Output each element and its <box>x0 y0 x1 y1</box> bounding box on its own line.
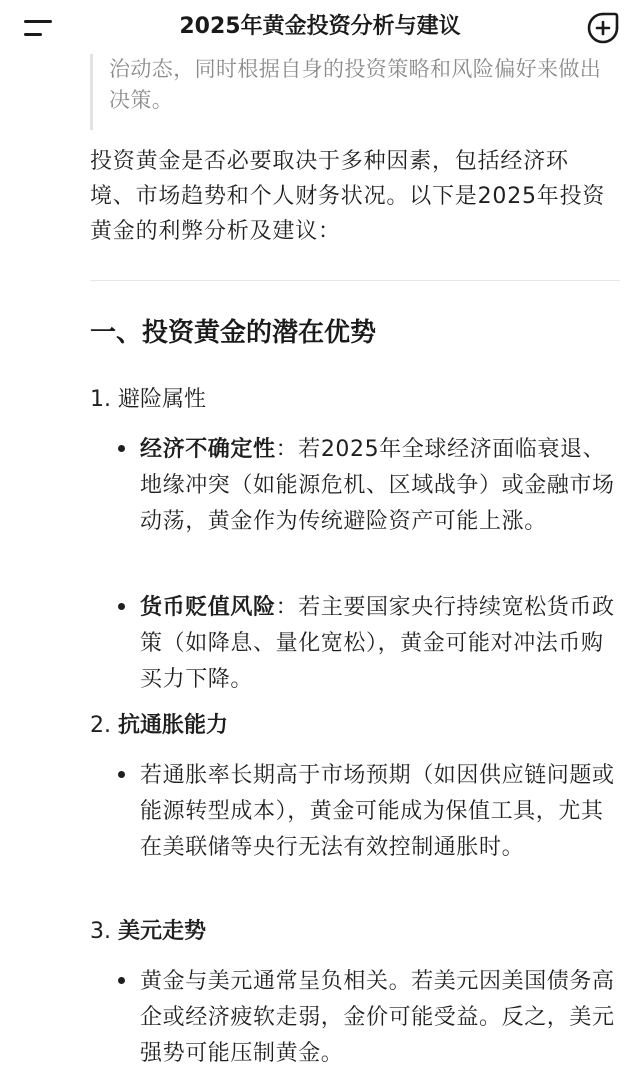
bullet-text <box>140 590 618 698</box>
bullet-item <box>118 432 618 540</box>
bullet-lead: 货币贬值风险 <box>140 595 276 620</box>
bullet-lead: 经济不确定性 <box>140 437 276 462</box>
bullet-colon: ： <box>275 595 299 620</box>
list-number: 2. <box>90 713 111 738</box>
bullet-colon: ： <box>275 437 299 462</box>
list-number: 3. <box>90 919 111 944</box>
bullet-dot <box>118 771 125 778</box>
bullet-item <box>118 590 618 698</box>
bullet-body: 黄金与美元通常呈负相关。若美元因美国债务高企或经济疲软走弱，金价可能受益。反之，美元强势可能压制黄金。 <box>140 969 615 1066</box>
bullet-body: 若2025年全球经济面临衰退、地缘冲突（如能源危机、区域战争）或金融市场动荡，黄金作为传统避险资产可能上涨。 <box>140 437 615 534</box>
list-label: 避险属性 <box>118 387 207 412</box>
bullet-text <box>140 432 618 540</box>
top-bar <box>0 0 640 54</box>
intro-paragraph: 投资黄金是否必要取决于多种因素，包括经济环境、市场趋势和个人财务状况。以下是2025年投资黄金的利弊分析及建议： <box>90 149 606 244</box>
list-item-2 <box>90 710 228 742</box>
list-item-3 <box>90 916 206 948</box>
bullet-dot <box>118 445 125 452</box>
add-circle-icon[interactable] <box>586 11 620 45</box>
bullet-item <box>118 964 618 1072</box>
bullet-body: 若通胀率长期高于市场预期（如因供应链问题或能源转型成本），黄金可能成为保值工具，尤其在美联储等央行无法有效控制通胀时。 <box>140 763 615 860</box>
bullet-text <box>140 964 618 1072</box>
section-heading: 一、投资黄金的潜在优势 <box>90 318 377 348</box>
bullet-dot <box>118 603 125 610</box>
blockquote <box>90 54 620 130</box>
list-label: 抗通胀能力 <box>118 713 229 738</box>
bullet-item <box>118 758 618 866</box>
list-label: 美元走势 <box>118 919 207 944</box>
bullet-dot <box>118 977 125 984</box>
list-number: 1. <box>90 387 111 412</box>
page-title: 2025年黄金投资分析与建议 <box>179 14 461 39</box>
menu-icon[interactable] <box>22 16 56 40</box>
bullet-text <box>140 758 618 866</box>
blockquote-text: 治动态，同时根据自身的投资策略和风险偏好来做出决策。 <box>109 57 602 112</box>
bullet-body: 若主要国家央行持续宽松货币政策（如降息、量化宽松），黄金可能对冲法币购买力下降。 <box>140 595 615 692</box>
list-item-1 <box>90 384 206 416</box>
divider <box>90 280 620 281</box>
